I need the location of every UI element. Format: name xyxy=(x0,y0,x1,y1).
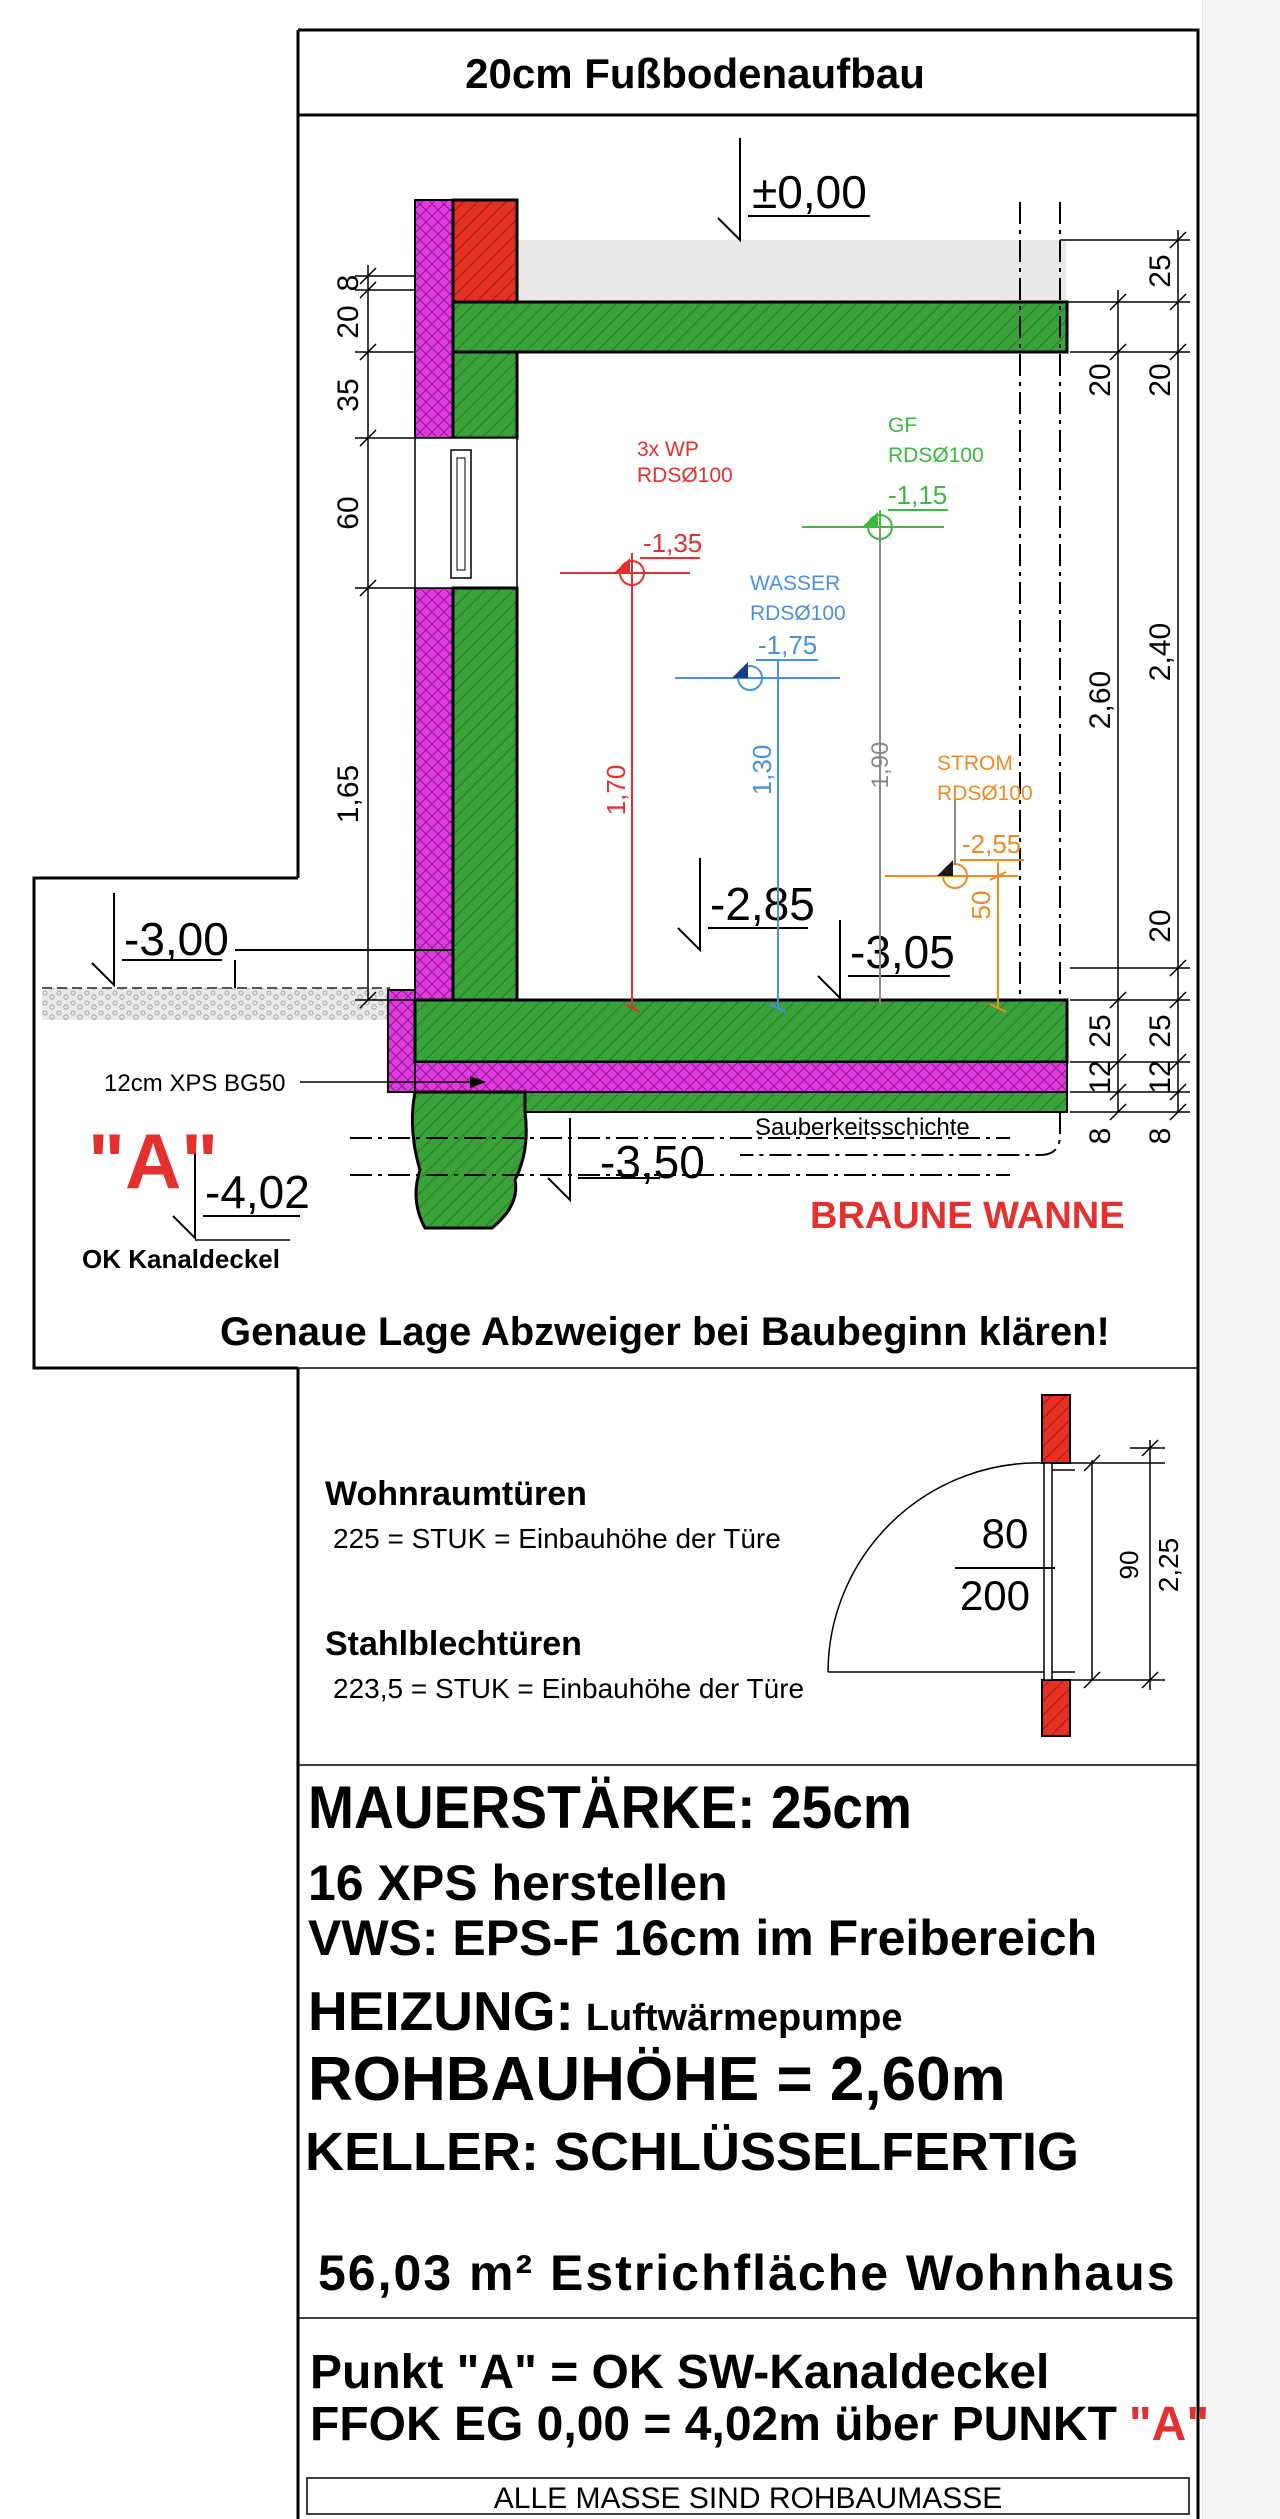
dim-right-8: 8 xyxy=(1144,1127,1177,1145)
door-leaf xyxy=(1044,1463,1052,1680)
footing-insulation xyxy=(388,990,415,1092)
dim-right-inner-25: 25 xyxy=(1084,1014,1117,1048)
strom-label1: STROM xyxy=(937,752,1013,775)
structure xyxy=(388,200,1067,1228)
braune-wanne-label: BRAUNE WANNE xyxy=(810,1195,1125,1237)
dim-right-12: 12 xyxy=(1144,1060,1177,1094)
pipe-gf xyxy=(802,510,948,539)
strom-level: -2,55 xyxy=(962,829,1022,859)
dim-left-60: 60 xyxy=(332,496,365,530)
site-note: Genaue Lage Abzweiger bei Baubeginn klären! xyxy=(220,1310,1110,1354)
wall-concrete-upper xyxy=(453,352,517,438)
brick-top xyxy=(453,200,517,302)
footer-punkt-a: Punkt "A" = OK SW-Kanaldeckel xyxy=(310,2346,1050,2399)
left-dimensions xyxy=(355,265,415,1008)
dim-right-20-lower: 20 xyxy=(1144,909,1177,943)
spec-keller: KELLER: SCHLÜSSELFERTIG xyxy=(305,2122,1080,2182)
level-305: -3,05 xyxy=(850,926,955,978)
wp-level: -1,35 xyxy=(643,528,703,558)
ffok-a: "A" xyxy=(1128,2398,1210,2451)
dim-right-25-top: 25 xyxy=(1144,254,1177,288)
footer-masse: ALLE MASSE SIND ROHBAUMASSE xyxy=(493,2482,1003,2515)
heizung-label: HEIZUNG: xyxy=(308,1980,574,2042)
pipe-strom-labels xyxy=(937,752,1033,919)
ceiling-slab xyxy=(453,302,1067,352)
level-402: -4,02 xyxy=(205,1166,310,1218)
sauber-label: Sauberkeitsschichte xyxy=(755,1114,970,1141)
wp-label1: 3x WP xyxy=(637,438,699,461)
spec-heizung xyxy=(308,1980,903,2042)
dim-left-35: 35 xyxy=(332,378,365,412)
gf-label2: RDSØ100 xyxy=(888,444,984,467)
dim-right-25: 25 xyxy=(1144,1014,1177,1048)
level-300: -3,00 xyxy=(124,913,229,965)
wall-insulation-upper xyxy=(415,200,453,438)
gf-level: -1,15 xyxy=(888,480,948,510)
wasser-label2: RDSØ100 xyxy=(750,602,846,625)
window-opening xyxy=(415,438,517,588)
ok-kanal-label: OK Kanaldeckel xyxy=(82,1244,280,1274)
point-a-label: "A" xyxy=(88,1117,219,1205)
door-height: 200 xyxy=(959,1572,1031,1619)
wall-insulation-lower xyxy=(415,588,453,1000)
dim-right-240: 2,40 xyxy=(1144,622,1177,682)
door-width: 80 xyxy=(981,1510,1029,1557)
wasser-height: 1,30 xyxy=(747,744,777,796)
wp-height: 1,70 xyxy=(601,764,631,816)
door-jamb-bottom xyxy=(1042,1680,1070,1736)
wp-label2: RDSØ100 xyxy=(637,464,733,487)
wall-concrete-lower xyxy=(453,588,517,1000)
dim-right-inner-12: 12 xyxy=(1084,1060,1117,1094)
strom-label2: RDSØ100 xyxy=(937,782,1033,805)
pipe-wasser xyxy=(675,660,840,1012)
ffok-text: FFOK EG 0,00 = 4,02m über PUNKT xyxy=(310,2398,1117,2451)
xps-layer xyxy=(415,1062,1067,1092)
header-title: 20cm Fußbodenaufbau xyxy=(465,50,925,97)
wasser-label1: WASSER xyxy=(750,572,841,595)
gf-label1: GF xyxy=(888,414,918,437)
dim-left-8: 8 xyxy=(332,274,365,292)
gravel-fill xyxy=(42,988,390,1020)
stahl-text: 223,5 = STUK = Einbauhöhe der Türe xyxy=(333,1673,805,1704)
terrace-band xyxy=(518,240,1066,302)
spec-rohbau: ROHBAUHÖHE = 2,60m xyxy=(308,2045,1006,2114)
wohn-title: Wohnraumtüren xyxy=(325,1475,587,1513)
pipe-wp-labels xyxy=(601,438,733,815)
heizung-value: Luftwärmepumpe xyxy=(585,1997,903,2039)
pipe-gf-labels xyxy=(867,414,984,788)
stahl-title: Stahlblechtüren xyxy=(325,1625,582,1663)
door-dim-90: 90 xyxy=(1114,1550,1144,1580)
wasser-level: -1,75 xyxy=(758,630,818,660)
left-dim-labels xyxy=(332,275,365,824)
gf-height: 1,90 xyxy=(867,741,894,789)
level-zero: ±0,00 xyxy=(752,166,867,218)
spec-xps: 16 XPS herstellen xyxy=(308,1855,728,1911)
dim-left-20: 20 xyxy=(332,305,365,339)
spec-mauer: MAUERSTÄRKE: 25cm xyxy=(308,1774,912,1842)
level-285: -2,85 xyxy=(710,878,815,930)
spec-estrich: 56,03 m² Estrichfläche Wohnhaus xyxy=(318,2245,1177,2301)
spec-vws: VWS: EPS-F 16cm im Freibereich xyxy=(308,1910,1098,1966)
wohn-text: 225 = STUK = Einbauhöhe der Türe xyxy=(333,1523,781,1554)
footer-ffok xyxy=(310,2398,1209,2451)
footing xyxy=(412,1092,526,1228)
level-350: -3,50 xyxy=(600,1136,705,1188)
door-jamb-top xyxy=(1042,1395,1070,1463)
dim-left-165: 1,65 xyxy=(332,764,365,824)
door-dim-225: 2,25 xyxy=(1153,1537,1184,1593)
dim-right-20: 20 xyxy=(1144,363,1177,397)
dim-right-inner-8: 8 xyxy=(1084,1127,1117,1145)
xps-label: 12cm XPS BG50 xyxy=(104,1070,286,1097)
floor-slab xyxy=(415,1000,1067,1062)
pipe-wasser-labels xyxy=(747,572,846,795)
dim-right-inner-20: 20 xyxy=(1084,363,1117,397)
strom-height: 50 xyxy=(966,890,996,920)
dim-right-260: 2,60 xyxy=(1084,670,1117,730)
right-dim-labels xyxy=(1084,254,1177,1144)
